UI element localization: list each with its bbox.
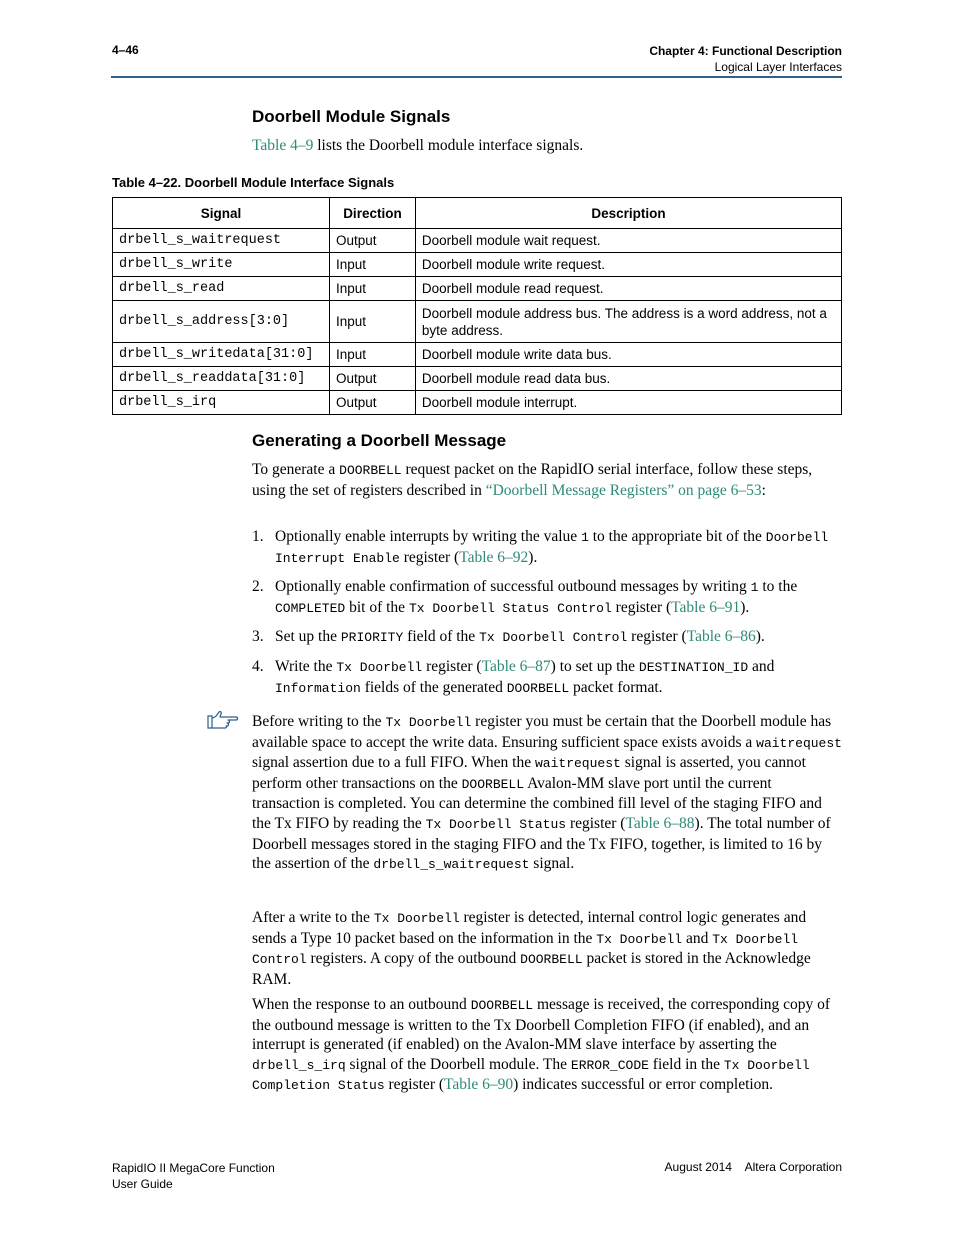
- direction-cell: Input: [329, 301, 415, 343]
- document-type: User Guide: [112, 1177, 173, 1191]
- footer-left: [112, 1160, 275, 1192]
- signal-cell: drbell_s_writedata[31:0]: [113, 343, 330, 367]
- direction-cell: Input: [329, 253, 415, 277]
- signal-cell: drbell_s_readdata[31:0]: [113, 367, 330, 391]
- response-paragraph: When the response to an outbound DOORBELL message is received, the corresponding copy of the outbound message is written to the Tx Doorbell Completion FIFO (if enabled), and an interrupt is generated (if enabled) on the Avalon-MM slave interface by asserting the drbell_s_irq signal of the Doorbell module. The ERROR_CODE field in the Tx Doorbell Completion Status register (Table 6–90) indicates successful or error completion.: [252, 996, 831, 1094]
- signal-cell: drbell_s_write: [113, 253, 330, 277]
- signal-cell: drbell_s_address[3:0]: [113, 301, 330, 343]
- chapter-title: Chapter 4: Functional Description: [649, 44, 842, 58]
- description-cell: Doorbell module address bus. The address is a word address, not a byte address.: [415, 301, 841, 343]
- table-link[interactable]: Table 6–87: [481, 657, 551, 675]
- table-link[interactable]: Table 4–9: [252, 137, 314, 154]
- table-row: [113, 301, 842, 343]
- running-header: [649, 43, 842, 75]
- note-paragraph: Before writing to the Tx Doorbell register you must be certain that the Doorbell module has available space to accept the write data. Ensuring sufficient space exists avoids a waitrequest signal assertion due to a full FIFO. When the waitrequest signal is asserted, you cannot perform other transactions on the DOORBELL Avalon-MM slave port until the current transaction is completed. You can determine the combined fill level of the staging FIFO and the Tx FIFO by reading the Tx Doorbell Status register (Table 6–88). The total number of Doorbell messages stored in the staging FIFO and the Tx FIFO, together, is limited to 16 by the assertion of the drbell_s_waitrequest signal.: [252, 713, 842, 873]
- table-link[interactable]: Table 6–90: [444, 1076, 514, 1094]
- table-row: [113, 229, 842, 253]
- direction-cell: Output: [329, 391, 415, 415]
- table-row: [113, 253, 842, 277]
- description-cell: Doorbell module write data bus.: [415, 343, 841, 367]
- description-cell: Doorbell module read data bus.: [415, 367, 841, 391]
- list-item: 1. Optionally enable interrupts by writing the value 1 to the appropriate bit of the Doorbell Interrupt Enable register (Table 6–92).: [252, 528, 829, 566]
- list-item: 4. Write the Tx Doorbell register (Table 6–87) to set up the DESTINATION_ID and Information fields of the generated DOORBELL packet format.: [252, 657, 775, 696]
- intro-paragraph: Table 4–9 lists the Doorbell module interface signals.: [252, 137, 584, 154]
- table-link[interactable]: Table 6–86: [686, 628, 756, 646]
- signals-table: [112, 197, 842, 415]
- direction-cell: Input: [329, 277, 415, 301]
- table-link[interactable]: Table 6–88: [625, 814, 695, 832]
- table-row: [113, 391, 842, 415]
- page-number: 4–46: [112, 43, 139, 57]
- table-row: [113, 343, 842, 367]
- table-row: [113, 277, 842, 301]
- description-cell: Doorbell module write request.: [415, 253, 841, 277]
- signal-cell: drbell_s_irq: [113, 391, 330, 415]
- direction-cell: Output: [329, 229, 415, 253]
- column-header: Description: [415, 198, 841, 229]
- column-header: Direction: [329, 198, 415, 229]
- heading-doorbell-module-signals: Doorbell Module Signals: [252, 107, 451, 126]
- signal-cell: drbell_s_read: [113, 277, 330, 301]
- steps-list: [252, 527, 844, 707]
- description-cell: Doorbell module read request.: [415, 277, 841, 301]
- description-cell: Doorbell module wait request.: [415, 229, 841, 253]
- header-rule: [111, 76, 842, 78]
- table-row: [113, 367, 842, 391]
- signal-cell: drbell_s_waitrequest: [113, 229, 330, 253]
- pointing-hand-icon: [206, 710, 240, 730]
- table-header-row: [113, 198, 842, 229]
- column-header: Signal: [113, 198, 330, 229]
- list-item: 3. Set up the PRIORITY field of the Tx Doorbell Control register (Table 6–86).: [252, 628, 765, 646]
- direction-cell: Output: [329, 367, 415, 391]
- list-item: 2. Optionally enable confirmation of successful outbound messages by writing 1 to the COMPLETED bit of the Tx Doorbell Status Control register (Table 6–91).: [252, 578, 798, 616]
- section-title: Logical Layer Interfaces: [714, 60, 842, 74]
- table-link[interactable]: Table 6–91: [671, 598, 741, 616]
- heading-generating-doorbell-message: Generating a Doorbell Message: [252, 431, 507, 450]
- table-link[interactable]: Table 6–92: [459, 548, 529, 566]
- direction-cell: Input: [329, 343, 415, 367]
- footer-date-company: August 2014 Altera Corporation: [664, 1160, 842, 1174]
- product-name: RapidIO II MegaCore Function: [112, 1161, 275, 1175]
- description-cell: Doorbell module interrupt.: [415, 391, 841, 415]
- after-write-paragraph: After a write to the Tx Doorbell register is detected, internal control logic generates and sends a Type 10 packet based on the information in the Tx Doorbell and Tx Doorbell Control registers. A copy of the outbound DOORBELL packet is stored in the Acknowledge RAM.: [252, 909, 811, 988]
- generate-intro-paragraph: To generate a DOORBELL request packet on the RapidIO serial interface, follow these steps, using the set of registers described in “Doorbell Message Registers” on page 6–53:: [252, 461, 813, 499]
- registers-link[interactable]: “Doorbell Message Registers” on page 6–53: [485, 481, 762, 499]
- table-caption: Table 4–22. Doorbell Module Interface Signals: [112, 175, 395, 190]
